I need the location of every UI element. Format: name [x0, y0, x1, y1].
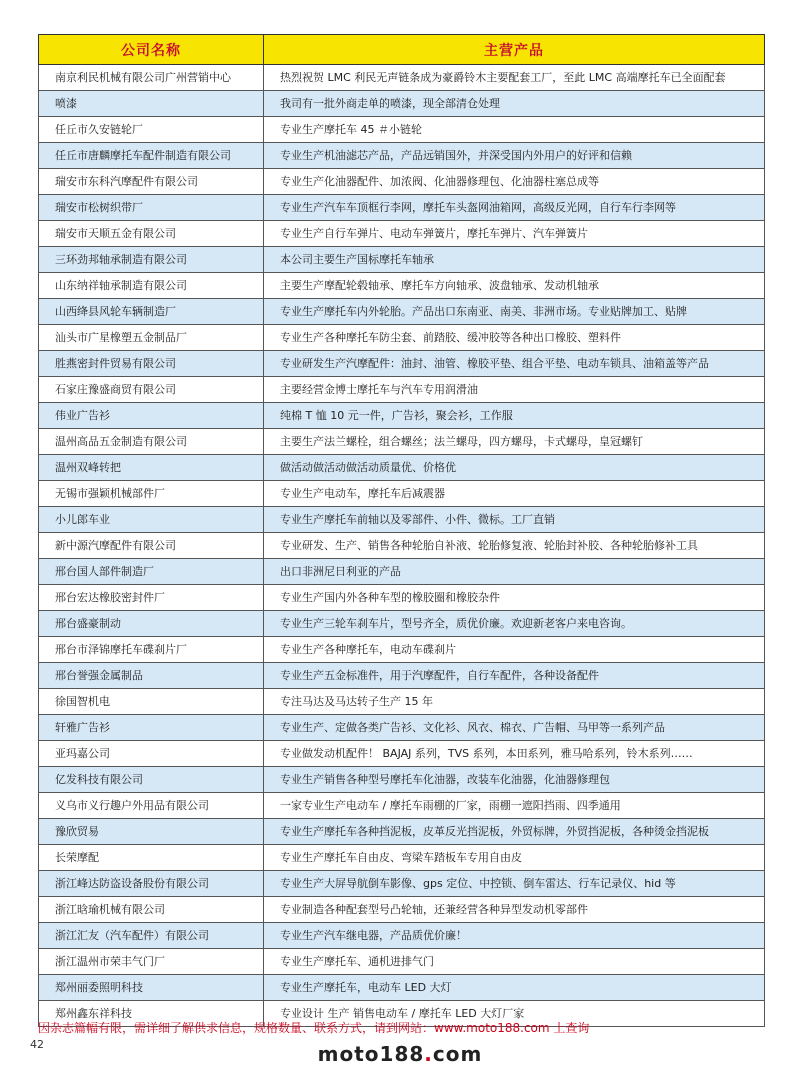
company-cell: 新中源汽摩配件有限公司: [39, 533, 264, 559]
product-cell: 专业生产自行车弹片、电动车弹簧片，摩托车弹片、汽车弹簧片: [264, 221, 765, 247]
product-cell: 专业做发动机配件！ BAJAJ 系列，TVS 系列，本田系列，雅马哈系列，铃木系列……: [264, 741, 765, 767]
company-cell: 温州双峰转把: [39, 455, 264, 481]
company-cell: 瑞安市天顺五金有限公司: [39, 221, 264, 247]
table-row: [39, 663, 765, 689]
product-cell: 专业生产三轮车刹车片，型号齐全，质优价廉。欢迎新老客户来电咨询。: [264, 611, 765, 637]
company-cell: 邢台盛豪制动: [39, 611, 264, 637]
company-cell: 邢台誉强金属制品: [39, 663, 264, 689]
product-cell: 专业生产五金标准件，用于汽摩配件，自行车配件，各种设备配件: [264, 663, 765, 689]
product-column-header: 主营产品: [264, 35, 765, 65]
site-tld: com: [432, 1042, 483, 1066]
table-row: [39, 793, 765, 819]
table-body: [39, 65, 765, 1027]
table-row: [39, 871, 765, 897]
company-cell: 亿发科技有限公司: [39, 767, 264, 793]
table-row: [39, 481, 765, 507]
table-row: [39, 403, 765, 429]
product-cell: 主要生产摩配轮毂轴承、摩托车方向轴承、波盘轴承、发动机轴承: [264, 273, 765, 299]
product-cell: 专业研发、生产、销售各种轮胎自补液、轮胎修复液、轮胎封补胶、各种轮胎修补工具: [264, 533, 765, 559]
product-cell: 专业生产摩托车，电动车 LED 大灯: [264, 975, 765, 1001]
table-row: [39, 117, 765, 143]
product-cell: 专业生产国内外各种车型的橡胶圈和橡胶杂件: [264, 585, 765, 611]
table-row: [39, 715, 765, 741]
product-cell: 专业生产汽车继电器，产品质优价廉！: [264, 923, 765, 949]
site-name: moto188: [317, 1042, 425, 1066]
product-cell: 一家专业生产电动车 / 摩托车雨棚的厂家，雨棚一遮阳挡雨、四季通用: [264, 793, 765, 819]
footer-note: 因杂志篇幅有限，需详细了解供求信息，规格数量、联系方式，请到网站：www.moto188.com 上查询: [38, 1021, 590, 1035]
company-cell: 浙江晗瑜机械有限公司: [39, 897, 264, 923]
product-cell: 专业生产摩托车、通机进排气门: [264, 949, 765, 975]
table-row: [39, 377, 765, 403]
product-cell: 主要经营金博士摩托车与汽车专用润滑油: [264, 377, 765, 403]
product-cell: 专业生产各种摩托车防尘套、前踏胶、缓冲胶等各种出口橡胶、塑料件: [264, 325, 765, 351]
product-cell: 专业生产摩托车内外轮胎。产品出口东南亚、南美、非洲市场。专业贴牌加工、贴牌: [264, 299, 765, 325]
product-cell: 专业生产摩托车自由皮、弯梁车踏板车专用自由皮: [264, 845, 765, 871]
table-row: [39, 273, 765, 299]
table-row: [39, 299, 765, 325]
table-row: [39, 559, 765, 585]
company-cell: 义乌市义行趣户外用品有限公司: [39, 793, 264, 819]
site-dot: .: [424, 1042, 433, 1066]
product-cell: 本公司主要生产国标摩托车轴承: [264, 247, 765, 273]
product-cell: 做活动做活动做活动质量优、价格优: [264, 455, 765, 481]
product-cell: 专业生产机油滤芯产品，产品远销国外，并深受国内外用户的好评和信赖: [264, 143, 765, 169]
company-cell: 小儿郎车业: [39, 507, 264, 533]
product-cell: 专业生产摩托车各种挡泥板，皮革反光挡泥板，外贸标牌，外贸挡泥板，各种烫金挡泥板: [264, 819, 765, 845]
product-cell: 专业生产、定做各类广告衫、文化衫、风衣、棉衣、广告帽、马甲等一系列产品: [264, 715, 765, 741]
table-row: [39, 741, 765, 767]
company-cell: 长荣摩配: [39, 845, 264, 871]
table-row: [39, 611, 765, 637]
table-row: [39, 767, 765, 793]
product-cell: 专业设计 生产 销售电动车 / 摩托车 LED 大灯厂家: [264, 1001, 765, 1027]
company-cell: 石家庄豫盛商贸有限公司: [39, 377, 264, 403]
supplier-table: [38, 34, 765, 1027]
footer-site-name: [0, 1042, 800, 1066]
table-row: [39, 143, 765, 169]
product-cell: 专业研发生产汽摩配件：油封、油管、橡胶平垫、组合平垫、电动车锁具、油箱盖等产品: [264, 351, 765, 377]
company-cell: 山西绛县风轮车辆制造厂: [39, 299, 264, 325]
product-cell: 专业制造各种配套型号凸轮轴，还兼经营各种异型发动机零部件: [264, 897, 765, 923]
product-cell: 专业生产电动车，摩托车后减震器: [264, 481, 765, 507]
table-row: [39, 533, 765, 559]
company-cell: 三环劲邦轴承制造有限公司: [39, 247, 264, 273]
product-cell: 专业生产销售各种型号摩托车化油器，改装车化油器，化油器修理包: [264, 767, 765, 793]
company-cell: 山东纳祥轴承制造有限公司: [39, 273, 264, 299]
product-cell: 纯棉 T 恤 10 元一件，广告衫，聚会衫，工作服: [264, 403, 765, 429]
company-cell: 浙江峰达防盗设备股份有限公司: [39, 871, 264, 897]
table-header-row: [39, 35, 765, 65]
company-cell: 邢台市泽锦摩托车碟刹片厂: [39, 637, 264, 663]
company-cell: 轩雅广告衫: [39, 715, 264, 741]
company-cell: 南京利民机械有限公司广州营销中心: [39, 65, 264, 91]
company-cell: 汕头市广星橡塑五金制品厂: [39, 325, 264, 351]
company-cell: 无锡市强颖机械部件厂: [39, 481, 264, 507]
table-row: [39, 897, 765, 923]
product-cell: 专业生产各种摩托车，电动车碟刹片: [264, 637, 765, 663]
company-cell: 温州高品五金制造有限公司: [39, 429, 264, 455]
company-cell: 胜燕密封件贸易有限公司: [39, 351, 264, 377]
table-row: [39, 325, 765, 351]
table-row: [39, 351, 765, 377]
company-cell: 亚玛嘉公司: [39, 741, 264, 767]
table-row: [39, 975, 765, 1001]
table-row: [39, 169, 765, 195]
table-row: [39, 221, 765, 247]
table-row: [39, 949, 765, 975]
product-cell: 出口非洲尼日利亚的产品: [264, 559, 765, 585]
table-row: [39, 195, 765, 221]
product-cell: 专业生产摩托车 45 ＃小链轮: [264, 117, 765, 143]
company-cell: 任丘市唐麟摩托车配件制造有限公司: [39, 143, 264, 169]
company-cell: 郑州丽委照明科技: [39, 975, 264, 1001]
product-cell: 专业生产摩托车前轴以及零部件、小件、微标。工厂直销: [264, 507, 765, 533]
company-cell: 瑞安市东科汽摩配件有限公司: [39, 169, 264, 195]
table-row: [39, 585, 765, 611]
company-column-header: 公司名称: [39, 35, 264, 65]
table-row: [39, 845, 765, 871]
product-cell: 专注马达及马达转子生产 15 年: [264, 689, 765, 715]
table-row: [39, 507, 765, 533]
company-cell: 浙江温州市荣丰气门厂: [39, 949, 264, 975]
company-cell: 豫欣贸易: [39, 819, 264, 845]
company-cell: 徐国智机电: [39, 689, 264, 715]
product-cell: 专业生产汽车车顶框行李网，摩托车头盔网油箱网，高级反光网，自行车行李网等: [264, 195, 765, 221]
table-row: [39, 689, 765, 715]
table-row: [39, 91, 765, 117]
supplier-table-container: [38, 34, 764, 1027]
table-row: [39, 819, 765, 845]
table-row: [39, 637, 765, 663]
company-cell: 任丘市久安链轮厂: [39, 117, 264, 143]
company-cell: 邢台宏达橡胶密封件厂: [39, 585, 264, 611]
company-cell: 郑州鑫东祥科技: [39, 1001, 264, 1027]
company-cell: 伟业广告衫: [39, 403, 264, 429]
company-cell: 邢台国人部件制造厂: [39, 559, 264, 585]
product-cell: 专业生产大屏导航倒车影像、gps 定位、中控锁、倒车雷达、行车记录仪、hid 等: [264, 871, 765, 897]
company-cell: 瑞安市松树织带厂: [39, 195, 264, 221]
product-cell: 我司有一批外商走单的喷漆，现全部清仓处理: [264, 91, 765, 117]
table-row: [39, 923, 765, 949]
page-number: 42: [30, 1038, 44, 1051]
product-cell: 主要生产法兰螺栓，组合螺丝；法兰螺母，四方螺母，卡式螺母，皇冠螺钉: [264, 429, 765, 455]
table-row: [39, 429, 765, 455]
table-row: [39, 455, 765, 481]
product-cell: 热烈祝贺 LMC 利民无声链条成为豪爵铃木主要配套工厂，至此 LMC 高端摩托车已全面配套: [264, 65, 765, 91]
table-row: [39, 65, 765, 91]
table-row: [39, 247, 765, 273]
product-cell: 专业生产化油器配件、加浓阀、化油器修理包、化油器柱塞总成等: [264, 169, 765, 195]
company-cell: 喷漆: [39, 91, 264, 117]
company-cell: 浙江汇友（汽车配件）有限公司: [39, 923, 264, 949]
